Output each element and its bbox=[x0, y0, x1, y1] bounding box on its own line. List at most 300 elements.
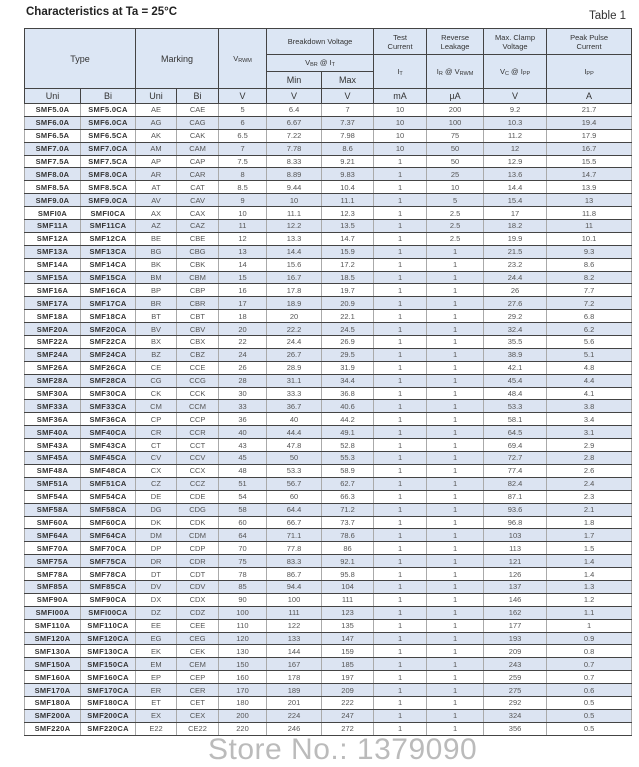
header-vrwm: $V_{RWM}$ bbox=[219, 29, 267, 89]
cell-it: 1 bbox=[374, 297, 427, 310]
cell-ipp: 1.8 bbox=[547, 516, 632, 529]
cell-vrwm: 75 bbox=[219, 555, 267, 568]
cell-vbr-min: 11.1 bbox=[267, 207, 322, 220]
cell-vc: 292 bbox=[484, 696, 547, 709]
cell-type-bi: SMF11CA bbox=[81, 220, 136, 233]
cell-it: 10 bbox=[374, 116, 427, 129]
cell-vc: 27.6 bbox=[484, 297, 547, 310]
cell-marking-bi: CCE bbox=[177, 361, 219, 374]
cell-vbr-min: 13.3 bbox=[267, 232, 322, 245]
cell-vrwm: 64 bbox=[219, 529, 267, 542]
cell-vrwm: 12 bbox=[219, 232, 267, 245]
cell-it: 1 bbox=[374, 258, 427, 271]
cell-ir: 75 bbox=[427, 129, 484, 142]
cell-type-uni: SMF110A bbox=[25, 619, 81, 632]
unit-cell: Uni bbox=[25, 89, 81, 104]
cell-type-uni: SMF45A bbox=[25, 452, 81, 465]
cell-marking-bi: CEM bbox=[177, 658, 219, 671]
header-type: Type bbox=[25, 29, 136, 89]
cell-marking-bi: CE22 bbox=[177, 722, 219, 735]
table-row bbox=[25, 684, 632, 697]
cell-vbr-min: 24.4 bbox=[267, 336, 322, 349]
cell-type-bi: SMF130CA bbox=[81, 645, 136, 658]
cell-ir: 1 bbox=[427, 671, 484, 684]
cell-ir: 1 bbox=[427, 658, 484, 671]
cell-marking-bi: CAX bbox=[177, 207, 219, 220]
cell-marking-uni: AT bbox=[136, 181, 177, 194]
cell-ir: 1 bbox=[427, 336, 484, 349]
cell-it: 1 bbox=[374, 696, 427, 709]
header-max: Max bbox=[322, 72, 374, 89]
cell-type-uni: SMF11A bbox=[25, 220, 81, 233]
table-row bbox=[25, 374, 632, 387]
cell-it: 1 bbox=[374, 709, 427, 722]
cell-type-bi: SMF6.0CA bbox=[81, 116, 136, 129]
unit-cell: Uni bbox=[136, 89, 177, 104]
table-row bbox=[25, 194, 632, 207]
cell-vrwm: 11 bbox=[219, 220, 267, 233]
cell-marking-uni: EM bbox=[136, 658, 177, 671]
cell-it: 1 bbox=[374, 271, 427, 284]
cell-it: 1 bbox=[374, 490, 427, 503]
cell-marking-bi: CDM bbox=[177, 529, 219, 542]
cell-vrwm: 17 bbox=[219, 297, 267, 310]
cell-marking-bi: CAK bbox=[177, 129, 219, 142]
cell-marking-bi: CCX bbox=[177, 464, 219, 477]
cell-it: 1 bbox=[374, 413, 427, 426]
cell-type-bi: SMF12CA bbox=[81, 232, 136, 245]
cell-vbr-max: 29.5 bbox=[322, 348, 374, 361]
cell-vrwm: 180 bbox=[219, 696, 267, 709]
cell-ipp: 0.5 bbox=[547, 722, 632, 735]
cell-vbr-min: 8.33 bbox=[267, 155, 322, 168]
cell-vbr-min: 6.4 bbox=[267, 104, 322, 117]
cell-marking-uni: AM bbox=[136, 142, 177, 155]
cell-marking-bi: CAP bbox=[177, 155, 219, 168]
cell-vbr-max: 123 bbox=[322, 606, 374, 619]
cell-type-bi: SMF120CA bbox=[81, 632, 136, 645]
cell-type-bi: SMF14CA bbox=[81, 258, 136, 271]
cell-ipp: 3.8 bbox=[547, 400, 632, 413]
cell-type-uni: SMF60A bbox=[25, 516, 81, 529]
cell-it: 1 bbox=[374, 606, 427, 619]
cell-ir: 1 bbox=[427, 348, 484, 361]
table-row bbox=[25, 709, 632, 722]
cell-type-uni: SMF14A bbox=[25, 258, 81, 271]
cell-ir: 1 bbox=[427, 323, 484, 336]
cell-vc: 103 bbox=[484, 529, 547, 542]
cell-type-uni: SMF48A bbox=[25, 464, 81, 477]
cell-ir: 1 bbox=[427, 645, 484, 658]
table-row bbox=[25, 464, 632, 477]
unit-cell: V bbox=[267, 89, 322, 104]
unit-cell: µA bbox=[427, 89, 484, 104]
cell-marking-bi: CEX bbox=[177, 709, 219, 722]
cell-marking-uni: DR bbox=[136, 555, 177, 568]
cell-vbr-max: 31.9 bbox=[322, 361, 374, 374]
cell-type-uni: SMFI00A bbox=[25, 606, 81, 619]
cell-vbr-min: 8.89 bbox=[267, 168, 322, 181]
cell-it: 1 bbox=[374, 400, 427, 413]
cell-vbr-max: 86 bbox=[322, 542, 374, 555]
cell-vbr-max: 34.4 bbox=[322, 374, 374, 387]
cell-ir: 1 bbox=[427, 374, 484, 387]
cell-type-bi: SMF58CA bbox=[81, 503, 136, 516]
cell-ir: 1 bbox=[427, 542, 484, 555]
cell-vbr-max: 12.3 bbox=[322, 207, 374, 220]
cell-type-uni: SMF28A bbox=[25, 374, 81, 387]
cell-ir: 1 bbox=[427, 310, 484, 323]
cell-vbr-min: 6.67 bbox=[267, 116, 322, 129]
cell-marking-uni: BX bbox=[136, 336, 177, 349]
cell-type-uni: SMF51A bbox=[25, 477, 81, 490]
cell-vrwm: 28 bbox=[219, 374, 267, 387]
cell-vc: 93.6 bbox=[484, 503, 547, 516]
cell-ipp: 15.5 bbox=[547, 155, 632, 168]
cell-marking-uni: AZ bbox=[136, 220, 177, 233]
cell-type-bi: SMF15CA bbox=[81, 271, 136, 284]
table-row bbox=[25, 658, 632, 671]
unit-cell: mA bbox=[374, 89, 427, 104]
cell-vrwm: 10 bbox=[219, 207, 267, 220]
cell-vbr-max: 78.6 bbox=[322, 529, 374, 542]
cell-it: 1 bbox=[374, 323, 427, 336]
cell-vbr-max: 58.9 bbox=[322, 464, 374, 477]
cell-vc: 356 bbox=[484, 722, 547, 735]
cell-ipp: 6.2 bbox=[547, 323, 632, 336]
cell-type-uni: SMF54A bbox=[25, 490, 81, 503]
cell-marking-bi: CBX bbox=[177, 336, 219, 349]
cell-it: 1 bbox=[374, 348, 427, 361]
cell-vrwm: 18 bbox=[219, 310, 267, 323]
cell-marking-uni: BG bbox=[136, 245, 177, 258]
table-row bbox=[25, 129, 632, 142]
cell-ipp: 5.6 bbox=[547, 336, 632, 349]
cell-marking-uni: CT bbox=[136, 439, 177, 452]
table-row bbox=[25, 632, 632, 645]
cell-ipp: 0.9 bbox=[547, 632, 632, 645]
cell-marking-uni: ET bbox=[136, 696, 177, 709]
cell-vrwm: 120 bbox=[219, 632, 267, 645]
cell-ipp: 7.7 bbox=[547, 284, 632, 297]
cell-it: 1 bbox=[374, 245, 427, 258]
cell-it: 1 bbox=[374, 555, 427, 568]
cell-ir: 1 bbox=[427, 284, 484, 297]
cell-it: 1 bbox=[374, 671, 427, 684]
cell-type-bi: SMFI00CA bbox=[81, 606, 136, 619]
cell-marking-bi: CBG bbox=[177, 245, 219, 258]
cell-marking-bi: CCM bbox=[177, 400, 219, 413]
cell-marking-uni: BK bbox=[136, 258, 177, 271]
cell-marking-bi: CCV bbox=[177, 452, 219, 465]
cell-it: 1 bbox=[374, 619, 427, 632]
cell-vbr-min: 16.7 bbox=[267, 271, 322, 284]
cell-type-bi: SMF43CA bbox=[81, 439, 136, 452]
cell-type-uni: SMF78A bbox=[25, 568, 81, 581]
cell-vbr-min: 53.3 bbox=[267, 464, 322, 477]
cell-ipp: 0.8 bbox=[547, 645, 632, 658]
cell-type-bi: SMF85CA bbox=[81, 580, 136, 593]
cell-vc: 45.4 bbox=[484, 374, 547, 387]
table-row bbox=[25, 336, 632, 349]
cell-vbr-max: 147 bbox=[322, 632, 374, 645]
cell-type-uni: SMF150A bbox=[25, 658, 81, 671]
cell-marking-uni: EK bbox=[136, 645, 177, 658]
cell-marking-bi: CBT bbox=[177, 310, 219, 323]
cell-marking-uni: AP bbox=[136, 155, 177, 168]
cell-vrwm: 7 bbox=[219, 142, 267, 155]
cell-vc: 77.4 bbox=[484, 464, 547, 477]
cell-ir: 1 bbox=[427, 555, 484, 568]
table-number: Table 1 bbox=[589, 10, 627, 22]
cell-ir: 1 bbox=[427, 464, 484, 477]
cell-vbr-min: 133 bbox=[267, 632, 322, 645]
cell-vrwm: 15 bbox=[219, 271, 267, 284]
cell-ipp: 0.5 bbox=[547, 709, 632, 722]
cell-vbr-min: 12.2 bbox=[267, 220, 322, 233]
table-row bbox=[25, 284, 632, 297]
unit-cell: V bbox=[322, 89, 374, 104]
cell-marking-uni: CM bbox=[136, 400, 177, 413]
cell-it: 1 bbox=[374, 387, 427, 400]
cell-ipp: 0.7 bbox=[547, 658, 632, 671]
cell-it: 1 bbox=[374, 181, 427, 194]
table-row bbox=[25, 232, 632, 245]
table-row bbox=[25, 348, 632, 361]
cell-type-bi: SMF78CA bbox=[81, 568, 136, 581]
cell-it: 1 bbox=[374, 168, 427, 181]
cell-marking-uni: BZ bbox=[136, 348, 177, 361]
cell-marking-bi: CAG bbox=[177, 116, 219, 129]
cell-type-uni: SMF15A bbox=[25, 271, 81, 284]
cell-it: 1 bbox=[374, 658, 427, 671]
cell-it: 1 bbox=[374, 684, 427, 697]
cell-type-bi: SMF20CA bbox=[81, 323, 136, 336]
cell-type-uni: SMF120A bbox=[25, 632, 81, 645]
cell-ipp: 2.9 bbox=[547, 439, 632, 452]
cell-vc: 24.4 bbox=[484, 271, 547, 284]
cell-vbr-max: 52.8 bbox=[322, 439, 374, 452]
cell-vc: 11.2 bbox=[484, 129, 547, 142]
cell-marking-uni: DV bbox=[136, 580, 177, 593]
cell-vbr-max: 13.5 bbox=[322, 220, 374, 233]
table-body bbox=[25, 104, 632, 736]
cell-it: 1 bbox=[374, 464, 427, 477]
cell-ir: 1 bbox=[427, 258, 484, 271]
cell-type-bi: SMF48CA bbox=[81, 464, 136, 477]
cell-marking-bi: CDR bbox=[177, 555, 219, 568]
cell-vc: 53.3 bbox=[484, 400, 547, 413]
cell-vrwm: 14 bbox=[219, 258, 267, 271]
cell-ipp: 2.1 bbox=[547, 503, 632, 516]
cell-marking-bi: CEK bbox=[177, 645, 219, 658]
cell-type-bi: SMF13CA bbox=[81, 245, 136, 258]
cell-vbr-max: 20.9 bbox=[322, 297, 374, 310]
cell-type-uni: SMF40A bbox=[25, 426, 81, 439]
cell-vc: 12.9 bbox=[484, 155, 547, 168]
cell-it: 1 bbox=[374, 374, 427, 387]
cell-ipp: 6.8 bbox=[547, 310, 632, 323]
cell-type-bi: SMF170CA bbox=[81, 684, 136, 697]
cell-vrwm: 30 bbox=[219, 387, 267, 400]
cell-marking-uni: AV bbox=[136, 194, 177, 207]
cell-marking-bi: CAE bbox=[177, 104, 219, 117]
cell-vrwm: 48 bbox=[219, 464, 267, 477]
cell-ipp: 1 bbox=[547, 619, 632, 632]
cell-type-bi: SMF8.5CA bbox=[81, 181, 136, 194]
table-row bbox=[25, 645, 632, 658]
cell-ir: 1 bbox=[427, 503, 484, 516]
cell-type-uni: SMF26A bbox=[25, 361, 81, 374]
cell-ir: 2.5 bbox=[427, 232, 484, 245]
cell-vbr-min: 44.4 bbox=[267, 426, 322, 439]
cell-vc: 10.3 bbox=[484, 116, 547, 129]
cell-vrwm: 100 bbox=[219, 606, 267, 619]
cell-vbr-max: 7.98 bbox=[322, 129, 374, 142]
cell-type-uni: SMF7.0A bbox=[25, 142, 81, 155]
cell-vbr-max: 92.1 bbox=[322, 555, 374, 568]
cell-it: 1 bbox=[374, 194, 427, 207]
cell-ipp: 4.8 bbox=[547, 361, 632, 374]
cell-ipp: 7.2 bbox=[547, 297, 632, 310]
cell-vbr-max: 17.2 bbox=[322, 258, 374, 271]
cell-type-uni: SMF30A bbox=[25, 387, 81, 400]
cell-vc: 29.2 bbox=[484, 310, 547, 323]
cell-vc: 243 bbox=[484, 658, 547, 671]
cell-marking-uni: CV bbox=[136, 452, 177, 465]
cell-vrwm: 33 bbox=[219, 400, 267, 413]
cell-vc: 137 bbox=[484, 580, 547, 593]
unit-cell: V bbox=[219, 89, 267, 104]
table-row bbox=[25, 142, 632, 155]
cell-it: 1 bbox=[374, 207, 427, 220]
cell-vc: 113 bbox=[484, 542, 547, 555]
cell-ir: 1 bbox=[427, 619, 484, 632]
table-row bbox=[25, 104, 632, 117]
cell-type-bi: SMFI0CA bbox=[81, 207, 136, 220]
cell-ir: 50 bbox=[427, 155, 484, 168]
cell-vbr-min: 7.22 bbox=[267, 129, 322, 142]
cell-marking-uni: BM bbox=[136, 271, 177, 284]
cell-type-bi: SMF24CA bbox=[81, 348, 136, 361]
cell-vbr-max: 135 bbox=[322, 619, 374, 632]
cell-vbr-max: 55.3 bbox=[322, 452, 374, 465]
cell-vbr-min: 144 bbox=[267, 645, 322, 658]
cell-marking-uni: BT bbox=[136, 310, 177, 323]
cell-marking-uni: CZ bbox=[136, 477, 177, 490]
table-row bbox=[25, 580, 632, 593]
cell-ipp: 8.2 bbox=[547, 271, 632, 284]
cell-vrwm: 20 bbox=[219, 323, 267, 336]
cell-ir: 50 bbox=[427, 142, 484, 155]
cell-vbr-max: 66.3 bbox=[322, 490, 374, 503]
cell-it: 1 bbox=[374, 336, 427, 349]
cell-vrwm: 60 bbox=[219, 516, 267, 529]
cell-ipp: 13.9 bbox=[547, 181, 632, 194]
cell-vc: 9.2 bbox=[484, 104, 547, 117]
cell-vbr-max: 222 bbox=[322, 696, 374, 709]
unit-cell: V bbox=[484, 89, 547, 104]
cell-type-bi: SMF7.5CA bbox=[81, 155, 136, 168]
cell-vbr-max: 26.9 bbox=[322, 336, 374, 349]
cell-vbr-min: 33.3 bbox=[267, 387, 322, 400]
cell-vc: 69.4 bbox=[484, 439, 547, 452]
cell-vbr-min: 47.8 bbox=[267, 439, 322, 452]
table-row bbox=[25, 516, 632, 529]
table-row bbox=[25, 413, 632, 426]
cell-vbr-min: 71.1 bbox=[267, 529, 322, 542]
cell-vbr-max: 159 bbox=[322, 645, 374, 658]
cell-ipp: 10.1 bbox=[547, 232, 632, 245]
cell-marking-uni: DT bbox=[136, 568, 177, 581]
cell-vc: 32.4 bbox=[484, 323, 547, 336]
table-row bbox=[25, 503, 632, 516]
cell-marking-bi: CDK bbox=[177, 516, 219, 529]
header-it: $I_T$ bbox=[374, 55, 427, 89]
cell-ir: 100 bbox=[427, 116, 484, 129]
cell-vbr-min: 20 bbox=[267, 310, 322, 323]
table-row bbox=[25, 542, 632, 555]
table-row bbox=[25, 593, 632, 606]
table-row bbox=[25, 116, 632, 129]
cell-vrwm: 8.5 bbox=[219, 181, 267, 194]
header-breakdown-voltage: Breakdown Voltage bbox=[267, 29, 374, 55]
cell-marking-uni: CP bbox=[136, 413, 177, 426]
cell-vrwm: 90 bbox=[219, 593, 267, 606]
cell-it: 1 bbox=[374, 593, 427, 606]
table-row bbox=[25, 568, 632, 581]
cell-vbr-min: 40 bbox=[267, 413, 322, 426]
cell-ipp: 11.8 bbox=[547, 207, 632, 220]
cell-ipp: 0.6 bbox=[547, 684, 632, 697]
cell-type-bi: SMF7.0CA bbox=[81, 142, 136, 155]
cell-vbr-min: 94.4 bbox=[267, 580, 322, 593]
cell-ir: 1 bbox=[427, 516, 484, 529]
cell-vc: 13.6 bbox=[484, 168, 547, 181]
table-row bbox=[25, 606, 632, 619]
cell-ir: 1 bbox=[427, 696, 484, 709]
cell-vrwm: 85 bbox=[219, 580, 267, 593]
cell-type-bi: SMF28CA bbox=[81, 374, 136, 387]
cell-vrwm: 6.5 bbox=[219, 129, 267, 142]
cell-ipp: 21.7 bbox=[547, 104, 632, 117]
cell-ipp: 4.4 bbox=[547, 374, 632, 387]
cell-vbr-min: 18.9 bbox=[267, 297, 322, 310]
cell-marking-bi: CEE bbox=[177, 619, 219, 632]
cell-marking-uni: AE bbox=[136, 104, 177, 117]
cell-marking-bi: CCT bbox=[177, 439, 219, 452]
cell-it: 10 bbox=[374, 129, 427, 142]
cell-it: 1 bbox=[374, 542, 427, 555]
cell-vbr-min: 189 bbox=[267, 684, 322, 697]
cell-vbr-max: 24.5 bbox=[322, 323, 374, 336]
table-row bbox=[25, 220, 632, 233]
header-max-clamp-voltage: Max. Clamp Voltage bbox=[484, 29, 547, 55]
cell-marking-uni: EP bbox=[136, 671, 177, 684]
cell-marking-bi: CCK bbox=[177, 387, 219, 400]
cell-vbr-min: 122 bbox=[267, 619, 322, 632]
table-row bbox=[25, 619, 632, 632]
cell-vc: 15.4 bbox=[484, 194, 547, 207]
cell-marking-uni: BR bbox=[136, 297, 177, 310]
header-marking: Marking bbox=[136, 29, 219, 89]
cell-vrwm: 45 bbox=[219, 452, 267, 465]
cell-vbr-min: 66.7 bbox=[267, 516, 322, 529]
cell-marking-uni: DK bbox=[136, 516, 177, 529]
cell-vrwm: 70 bbox=[219, 542, 267, 555]
cell-marking-bi: CCR bbox=[177, 426, 219, 439]
cell-vbr-max: 40.6 bbox=[322, 400, 374, 413]
